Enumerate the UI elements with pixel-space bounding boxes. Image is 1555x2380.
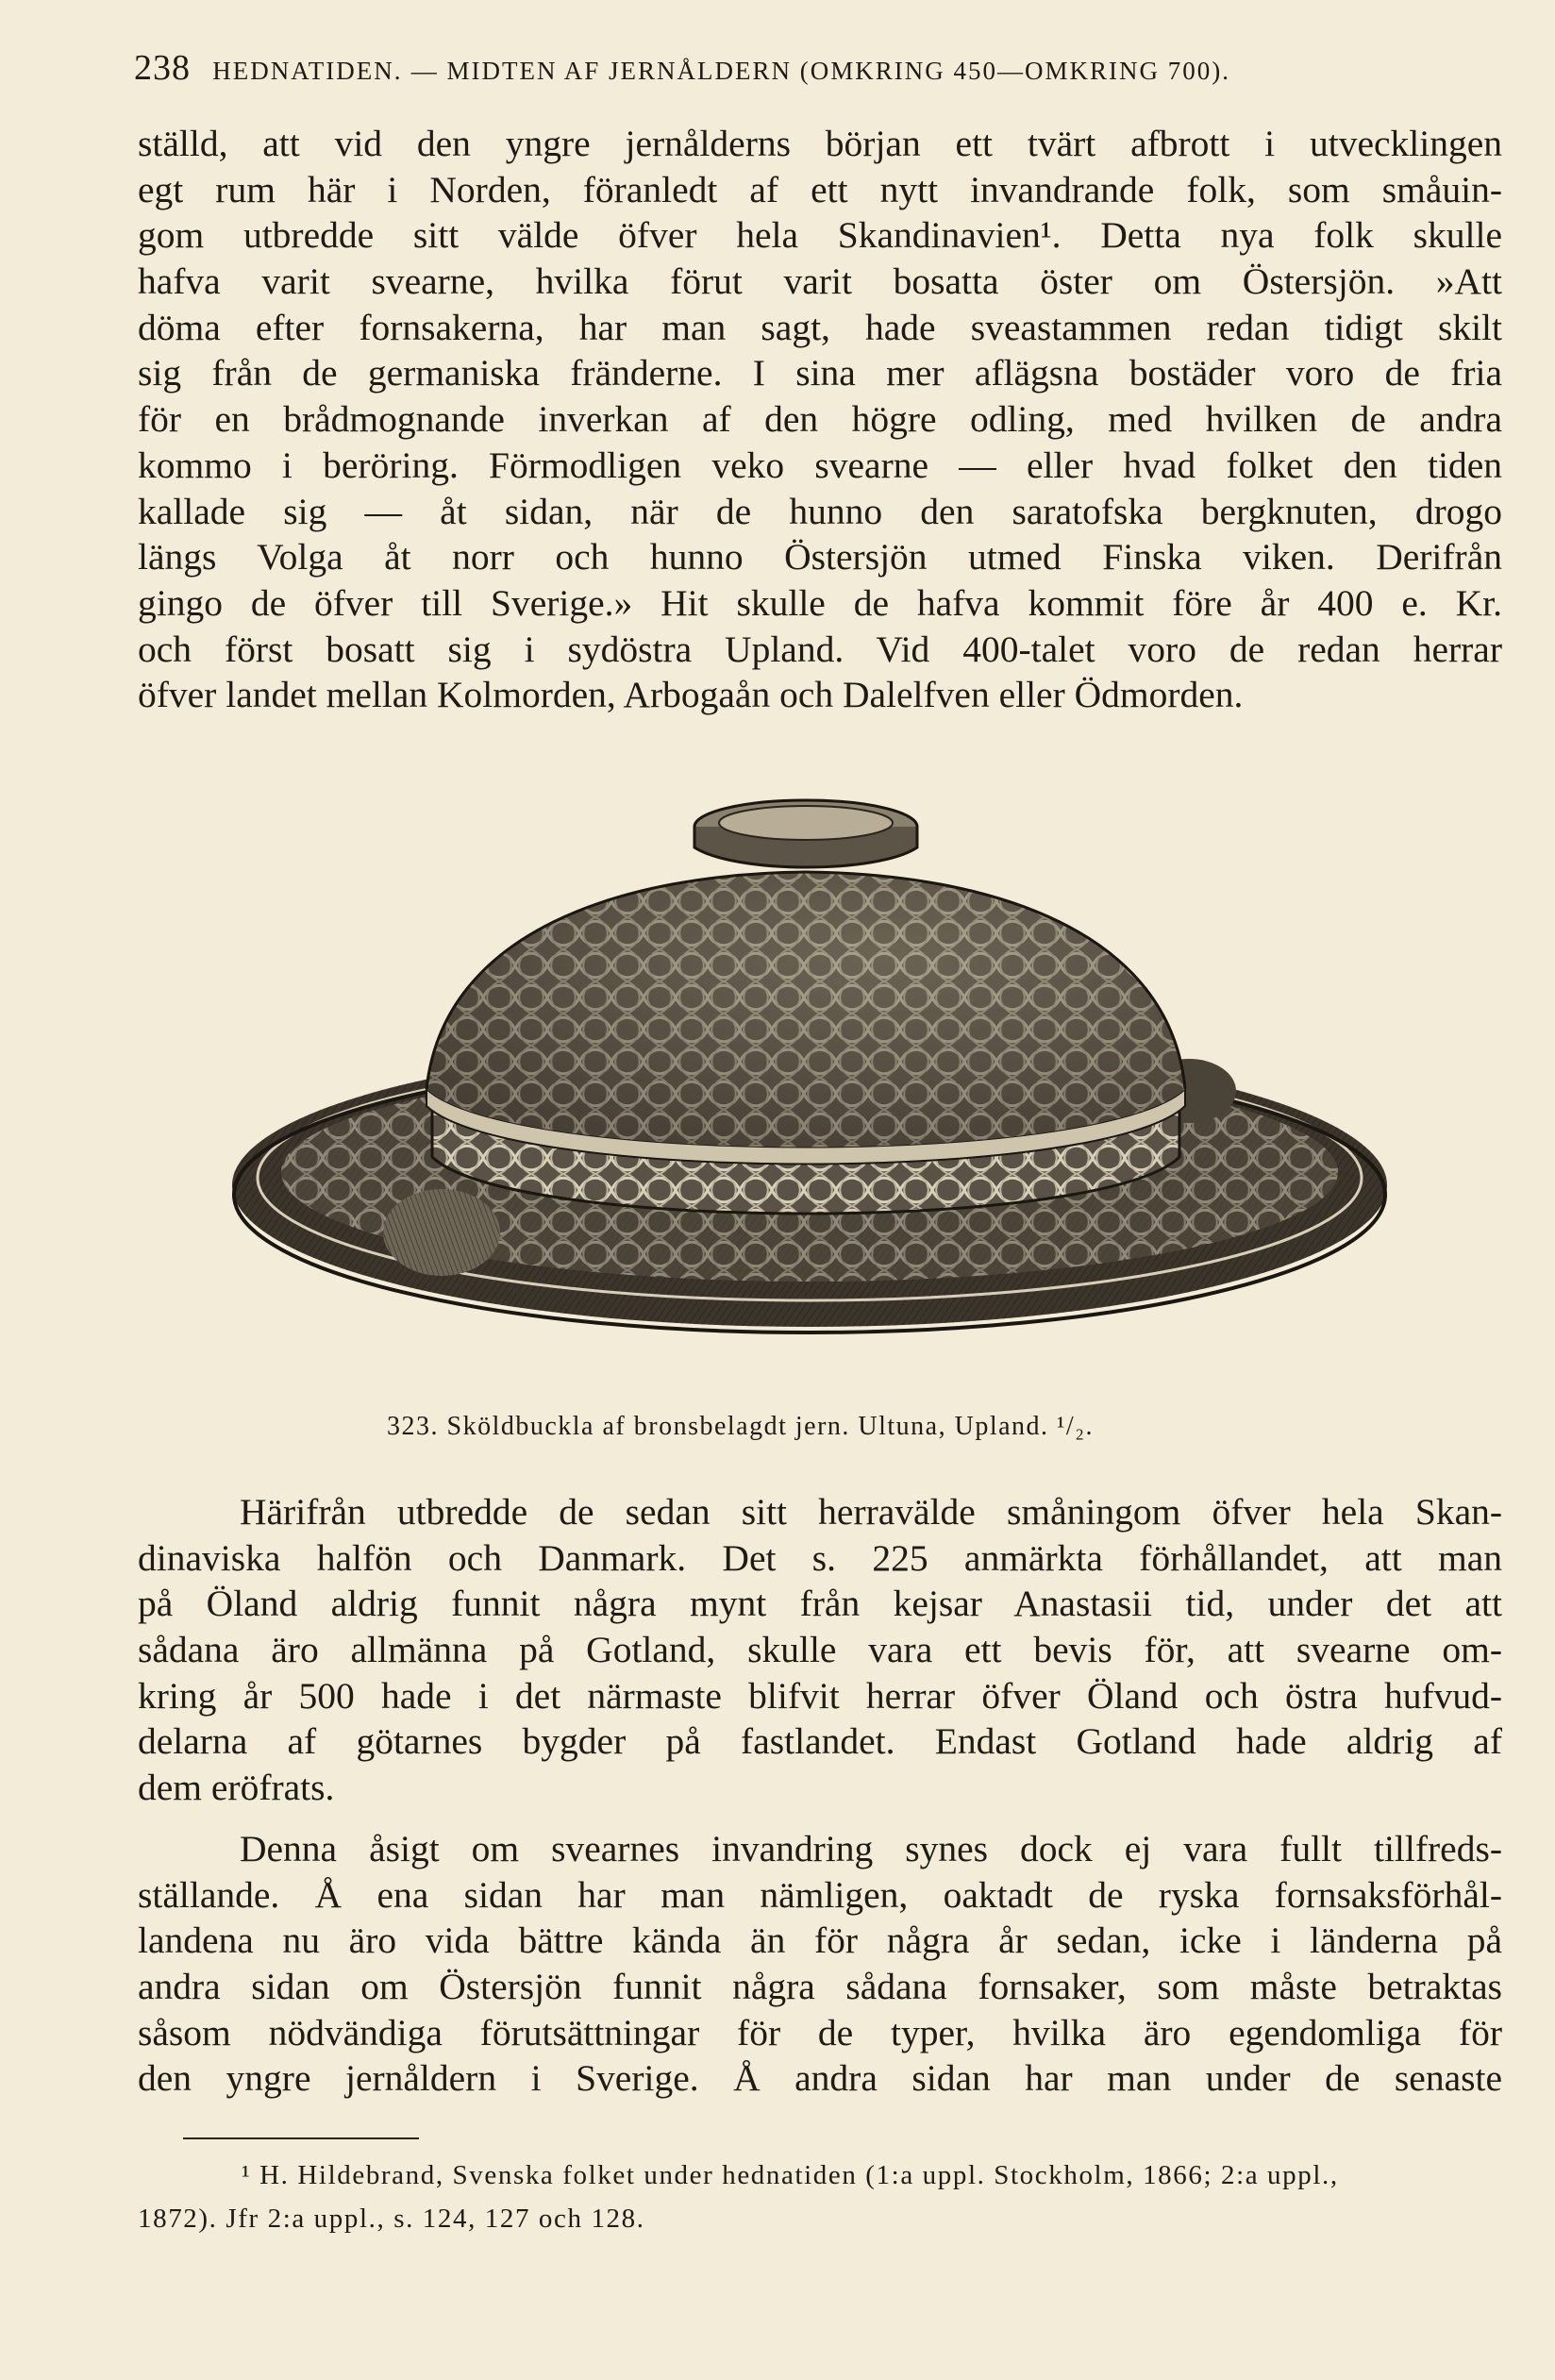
text-line: på Öland aldrig funnit några mynt från kejsar Anastasii tid, under det att bbox=[138, 1583, 1502, 1625]
figure-caption: 323. Sköldbuckla af bronsbelagdt jern. Ultuna, Upland. ¹/₂. bbox=[387, 1412, 1094, 1441]
text-line: Denna åsigt om svearnes invandring synes dock ej vara fullt tillfreds- bbox=[240, 1828, 1502, 1869]
running-header bbox=[134, 47, 1493, 89]
footnote bbox=[138, 2154, 1502, 2240]
text-line: hafva varit svearne, hvilka förut varit bosatta öster om Östersjön. »Att bbox=[138, 260, 1502, 303]
running-head-section: HEDNATIDEN. bbox=[212, 57, 403, 85]
footnote-separator bbox=[183, 2137, 419, 2139]
text-line: och först bosatt sig i sydöstra Upland. Vid 400-talet voro de redan herrar bbox=[138, 628, 1502, 670]
paragraph-1 bbox=[138, 121, 1502, 718]
text-line: sådana äro allmänna på Gotland, skulle vara ett bevis för, att svearne om- bbox=[138, 1629, 1502, 1671]
shield-boss-engraving bbox=[226, 789, 1396, 1393]
text-line: ställd, att vid den yngre jernålderns början ett tvärt afbrott i utvecklingen bbox=[138, 123, 1502, 164]
text-line: andra sidan om Östersjön funnit några sådana fornsaker, som måste betraktas bbox=[138, 1966, 1502, 2008]
text-line: gom utbredde sitt välde öfver hela Skandinavien¹. Detta nya folk skulle bbox=[138, 214, 1502, 257]
text-line: kallade sig — åt sidan, när de hunno den saratofska bergknuten, drogo bbox=[138, 490, 1502, 532]
text-line: delarna af götarnes bygder på fastlandet. Endast Gotland hade aldrig af bbox=[138, 1720, 1502, 1763]
text-line: egt rum här i Norden, föranledt af ett nytt invandrande folk, som småuin- bbox=[138, 168, 1502, 210]
text-line: dem eröfrats. bbox=[138, 1767, 335, 1809]
footnote-line: 1872). Jfr 2:a uppl., s. 124, 127 och 128. bbox=[138, 2204, 645, 2234]
text-line: döma efter fornsakerna, har man sagt, hade sveastammen redan tidigt skilt bbox=[138, 306, 1502, 348]
text-line: ställande. Å ena sidan har man nämligen, oaktadt de ryska fornsaksförhål- bbox=[138, 1873, 1502, 1916]
text-line: längs Volga åt norr och hunno Östersjön utmed Finska viken. Derifrån bbox=[138, 536, 1502, 578]
paragraph-3 bbox=[138, 1826, 1502, 2102]
text-line: den yngre jernåldern i Sverige. Å andra sidan har man under de senaste bbox=[138, 2057, 1502, 2100]
text-line: landena nu äro vida bättre kända än för några år sedan, icke i länderna på bbox=[138, 1919, 1502, 1962]
running-head-title: — MIDTEN AF JERNÅLDERN (OMKRING 450—OMKRING 700). bbox=[410, 57, 1230, 85]
text-line: Härifrån utbredde de sedan sitt herravälde småningom öfver hela Skan- bbox=[240, 1491, 1502, 1533]
text-line: gingo de öfver till Sverige.» Hit skulle de hafva kommit före år 400 e. Kr. bbox=[138, 581, 1502, 624]
text-line: för en brådmognande inverkan af den högre odling, med hvilken de andra bbox=[138, 398, 1502, 441]
text-line: kommo i beröring. Förmodligen veko svearne — eller hvad folket den tiden bbox=[138, 444, 1502, 486]
text-line: dinaviska halfön och Danmark. Det s. 225 anmärkta förhållandet, att man bbox=[138, 1536, 1502, 1579]
text-line: kring år 500 hade i det närmaste blifvit herrar öfver Öland och östra hufvud- bbox=[138, 1674, 1502, 1717]
text-line: öfver landet mellan Kolmorden, Arbogaån och Dalelfven eller Ödmorden. bbox=[138, 674, 1244, 716]
paragraph-2 bbox=[138, 1489, 1502, 1811]
text-line: sig från de germaniska fränderne. I sina mer aflägsna bostäder voro de fria bbox=[138, 352, 1502, 394]
text-line: såsom nödvändiga förutsättningar för de typer, hvilka äro egendomliga för bbox=[138, 2011, 1502, 2053]
footnote-line: ¹ H. Hildebrand, Svenska folket under hednatiden (1:a uppl. Stockholm, 1866; 2:a uppl., bbox=[242, 2160, 1339, 2190]
page-number: 238 bbox=[134, 48, 191, 88]
